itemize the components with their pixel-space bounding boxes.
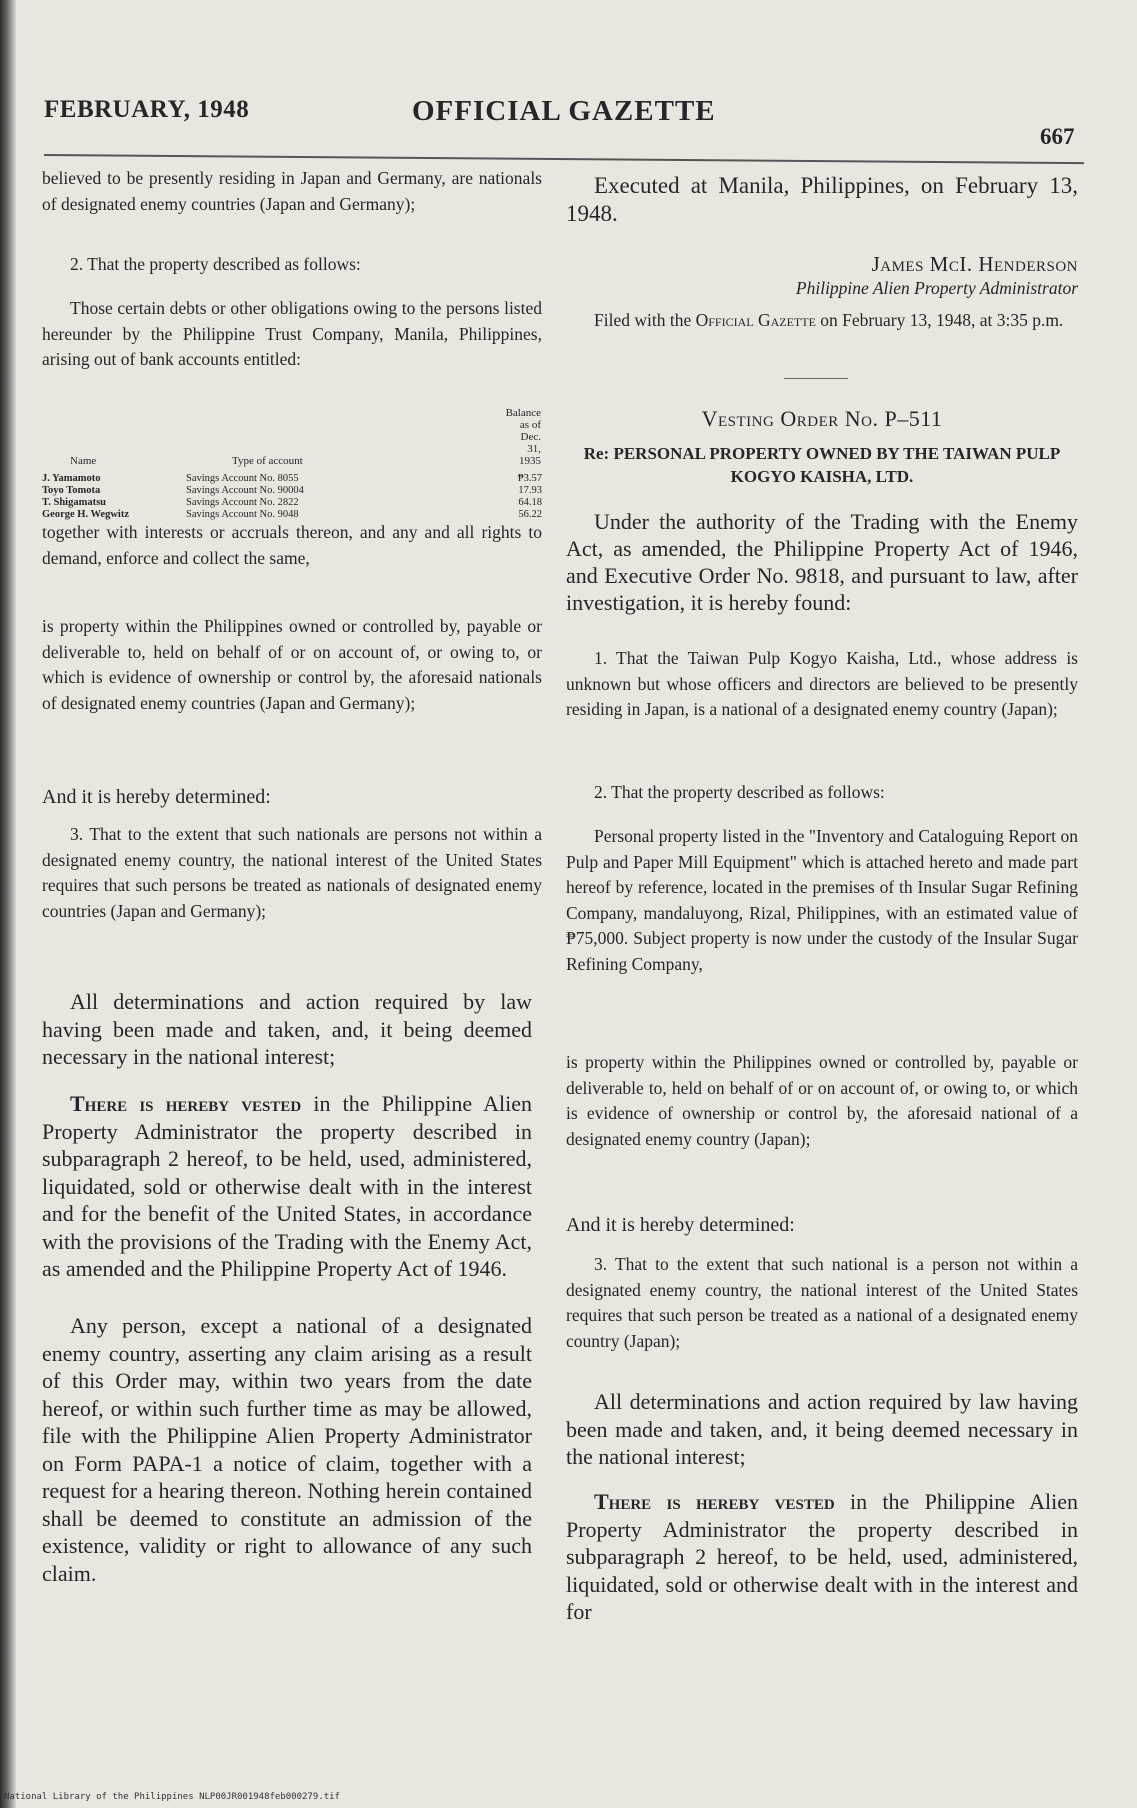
right-vesting-lead: There is hereby vested <box>594 1489 835 1514</box>
account-type: Savings Account No. 8055 <box>186 473 299 484</box>
account-type: Savings Account No. 2822 <box>186 497 299 508</box>
order-title: Vesting Order No. P–511 <box>701 406 943 431</box>
left-paragraph-10: Any person, except a national of a designated enemy country, asserting any claim arising as a result of this Order may, within two years from the date hereof, or within such further time as may be allowed, file with the Philippine Alien Property Administrator on Form PAPA-1 a notice of claim, together with a request for a hearing thereon. Nothing herein contained shall be deemed to constitute an admission of the existence, validity or right to allowance of any such claim. <box>42 1313 532 1586</box>
signer-name <box>566 252 1078 277</box>
filed-gazette: Official Gazette <box>695 310 816 330</box>
left-paragraph-5: is property within the Philippines owned or controlled by, payable or deliverable to, held on behalf of or on account of, or owing to, or which is evidence of ownership or control by, the aforesaid nationals of designated enemy countries (Japan and Germany); <box>42 616 542 713</box>
table-row <box>42 485 542 497</box>
left-paragraph-2: 2. That the property described as follows: <box>70 254 361 274</box>
col-balance-header <box>505 406 542 473</box>
binding-shadow <box>0 0 16 1808</box>
left-vesting-body: in the Philippine Alien Property Administrator the property described in subparagraph 2 hereof, to be held, used, administered, liquidated, sold or otherwise dealt with in the interest and for the benefit of the United States, in accordance with the provisions of the Trading with the Enemy Act, as amended and the Philippine Property Act of 1946. <box>42 1091 532 1281</box>
table-row <box>42 497 542 509</box>
signer-name-text: James McI. Henderson <box>871 252 1078 276</box>
left-paragraph-3: Those certain debts or other obligations owing to the persons listed hereunder by the Philippine Trust Company, Manila, Philippines, arising out of bank accounts entitled: <box>42 298 542 369</box>
left-paragraph-1: believed to be presently residing in Japan and Germany, are nationals of designated enemy countries (Japan and Germany); <box>42 168 542 214</box>
right-determined-heading: And it is hereby determined: <box>566 1214 795 1236</box>
right-paragraph-4: Personal property listed in the "Inventory and Cataloguing Report on Pulp and Paper Mill Equipment" which is attached hereto and made part hereof by reference, located in the premises of th Insular Sugar Refining Company, mandaluyong, Rizal, Philippines, with an estimated value of ₱75,000. Subject property is now under the custody of the Insular Sugar Refining Company, <box>566 826 1078 974</box>
col-name-header: Name <box>70 455 97 467</box>
scan-footer: National Library of the Philippines NLP00JR001948feb000279.tif <box>4 1792 340 1802</box>
right-paragraph-3: 2. That the property described as follows: <box>594 782 885 802</box>
accounts-table <box>42 406 542 521</box>
left-paragraph-7: 3. That to the extent that such nationals are persons not within a designated enemy country, the national interest of the United States requires that such persons be treated as nationals of designated enemy countries (Japan and Germany); <box>42 824 542 921</box>
account-type: Savings Account No. 9048 <box>186 509 299 520</box>
section-divider <box>784 378 848 379</box>
left-vesting-paragraph <box>42 1090 532 1283</box>
left-vesting-lead: There is hereby vested <box>70 1091 302 1116</box>
right-paragraph-2: 1. That the Taiwan Pulp Kogyo Kaisha, Ltd., whose address is unknown but whose officers and directors are believed to be presently residing in Japan, is a national of a designated enemy country (Japan); <box>566 648 1078 719</box>
filed-line <box>566 308 1078 334</box>
account-balance: 64.18 <box>518 497 542 508</box>
header-rule <box>44 154 1084 164</box>
header-title: OFFICIAL GAZETTE <box>412 95 716 127</box>
right-paragraph-5: is property within the Philippines owned or controlled by, payable or deliverable to, held on behalf of or on account of, or owing to, or which is evidence of ownership or control by, the aforesaid national of a designated enemy country (Japan); <box>566 1052 1078 1149</box>
right-paragraph-7: 3. That to the extent that such national is a person not within a designated enemy country, the national interest of the United States requires that such person be treated as a national of a designated enemy country (Japan); <box>566 1254 1078 1351</box>
signer-title: Philippine Alien Property Administrator <box>795 278 1078 298</box>
header-date: FEBRUARY, 1948 <box>44 96 250 123</box>
executed-line: Executed at Manila, Philippines, on February 13, 1948. <box>566 173 1078 226</box>
right-vesting-paragraph <box>566 1488 1078 1626</box>
left-paragraph-4: together with interests or accruals thereon, and any and all rights to demand, enforce and collect the same, <box>42 522 542 568</box>
filed-pre: Filed with the <box>594 310 696 330</box>
accounts-table-header <box>42 406 542 473</box>
account-type: Savings Account No. 90004 <box>186 485 304 496</box>
col-balance-header-line2: Dec. 31, 1935 <box>519 431 541 467</box>
account-holder: Toyo Tomota <box>42 485 101 496</box>
account-holder: T. Shigamatsu <box>42 497 106 508</box>
page-number: 667 <box>1040 124 1075 149</box>
account-balance: 56.22 <box>518 509 542 520</box>
right-paragraph-1: Under the authority of the Trading with the Enemy Act, as amended, the Philippine Property Act of 1946, and Executive Order No. 9818, and pursuant to law, after investigation, it is hereby found: <box>566 509 1078 615</box>
account-holder: J. Yamamoto <box>42 473 101 484</box>
right-vesting-body: in the Philippine Alien Property Administrator the property described in subparagraph 2 hereof, to be held, used, administered, liquidated, sold or otherwise dealt with in the interest and for <box>566 1489 1079 1624</box>
table-row <box>42 473 542 485</box>
order-re-line: Re: PERSONAL PROPERTY OWNED BY THE TAIWAN PULP KOGYO KAISHA, LTD. <box>583 444 1061 486</box>
account-balance: ₱3.57 <box>517 473 542 484</box>
account-holder: George H. Wegwitz <box>42 509 129 520</box>
account-balance: 17.93 <box>518 485 542 496</box>
col-balance-header-line1: Balance as of <box>505 407 541 431</box>
left-paragraph-8: All determinations and action required by law having been made and taken, and, it being deemed necessary in the national interest; <box>42 989 532 1069</box>
right-paragraph-8: All determinations and action required by law having been made and taken, and, it being deemed necessary in the national interest; <box>566 1389 1078 1469</box>
col-type-header: Type of account <box>232 455 303 467</box>
filed-post: on February 13, 1948, at 3:35 p.m. <box>815 310 1064 330</box>
left-determined-heading: And it is hereby determined: <box>42 786 271 808</box>
